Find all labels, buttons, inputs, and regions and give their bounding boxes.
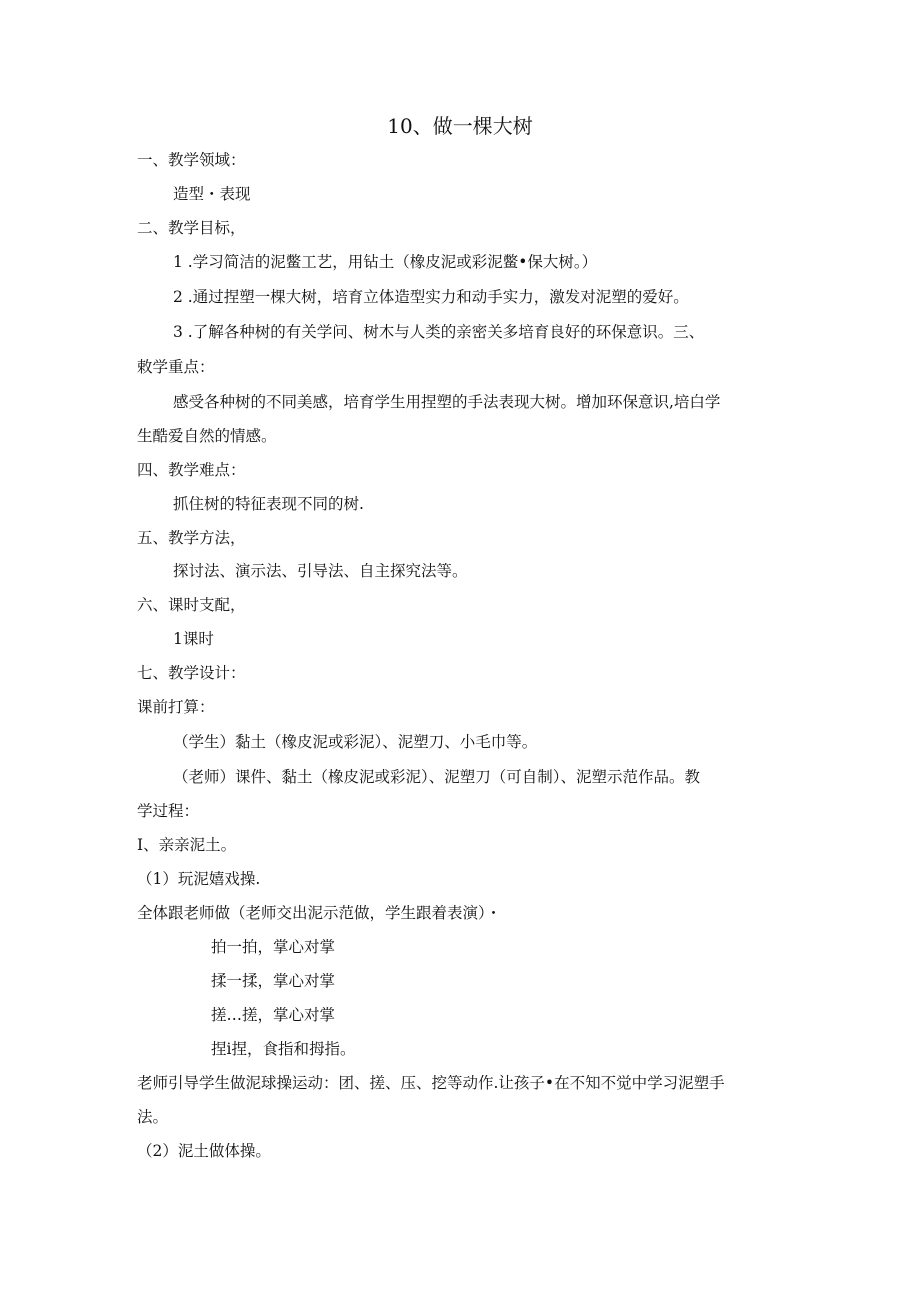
section-heading-design: 七、教学设计： xyxy=(137,664,246,682)
paragraph-key-points-line-1: 感受各种树的不同美感，培育学生用捏塑的手法表现大树。增加环保意识,培白学 xyxy=(173,393,721,411)
rhyme-line-2: 揉一揉，掌心对掌 xyxy=(211,972,336,990)
rhyme-line-1: 拍一拍，掌心对掌 xyxy=(211,938,336,956)
step-heading-1: I、亲亲泥土。 xyxy=(137,836,237,854)
section-heading-teaching-domain: 一、教学领域： xyxy=(137,151,246,169)
section-heading-difficulties: 四、教学难点： xyxy=(137,461,246,479)
goal-item-3: 3 .了解各种树的有关学问、树木与人类的亲密关多培育良好的环保意识。三、 xyxy=(173,323,705,341)
goal-item-2: 2 .通过捏塑一棵大树，培育立体造型实力和动手实力，激发对泥塑的爱好。 xyxy=(173,288,689,306)
paragraph-methods: 探讨法、演示法、引导法、自主探究法等。 xyxy=(173,562,468,580)
section-heading-teaching-goals: 二、教学目标， xyxy=(137,219,246,237)
paragraph-clay-ball-exercise: 老师引导学生做泥球操运动：团、搓、压、挖等动作.让孩子•在不知不觉中学习泥塑手 xyxy=(137,1074,725,1092)
paragraph-domain-value: 造型・表现 xyxy=(173,185,251,203)
section-heading-class-hours: 六、课时支配， xyxy=(137,596,246,614)
paragraph-clay-ball-exercise-end: 法。 xyxy=(137,1108,169,1126)
document-title: 10、做一棵大树 xyxy=(387,114,533,138)
section-heading-methods: 五、教学方法， xyxy=(137,529,246,547)
step-subheading-2: （2）泥土做体操。 xyxy=(137,1142,271,1160)
subheading-preparation: 课前打算： xyxy=(137,698,215,716)
paragraph-class-hours: 1课时 xyxy=(173,630,214,648)
paragraph-follow-teacher: 全体跟老师做（老师交出泥示范做，学生跟着表演）・ xyxy=(137,904,502,922)
rhyme-line-4: 捏i捏，食指和拇指。 xyxy=(211,1040,356,1058)
step-subheading-1: （1）玩泥嬉戏操. xyxy=(137,870,261,888)
subheading-process: 学过程： xyxy=(137,802,200,820)
section-heading-key-points: 敕学重点： xyxy=(137,358,215,376)
paragraph-student-materials: （学生）黏土（橡皮泥或彩泥）、泥塑刀、小毛巾等。 xyxy=(173,733,538,751)
paragraph-difficulties: 抓住树的特征表现不同的树. xyxy=(173,495,364,513)
paragraph-teacher-materials: （老师）课件、黏土（橡皮泥或彩泥）、泥塑刀（可自制）、泥塑示范作品。教 xyxy=(173,768,701,786)
rhyme-line-3: 搓…搓，掌心对掌 xyxy=(211,1006,336,1024)
goal-item-1: 1 .学习简洁的泥鳖工艺，用钻土（橡皮泥或彩泥鳖•保大树。） xyxy=(173,253,598,271)
paragraph-key-points-line-2: 生酷爱自然的情感。 xyxy=(137,427,277,445)
